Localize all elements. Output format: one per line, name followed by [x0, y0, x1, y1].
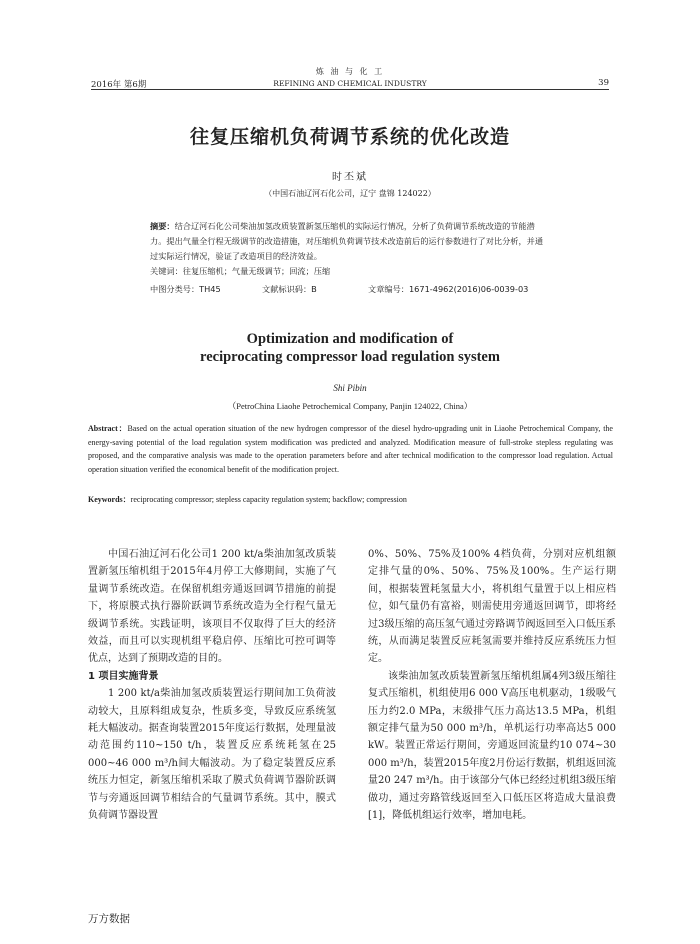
abstract-text: 结合辽河石化公司柴油加氢改质装置新氢压缩机的实际运行情况，分析了负荷调节系统改造的节能潜力。提出气量全行程无级调节的改造措施，对压缩机负荷调节技术改造前后的运行参数进行了对比分析，并通过实际运行情况，验证了改造项目的经济效益。: [150, 221, 544, 261]
title-en-line1: Optimization and modification of: [246, 331, 454, 347]
section-heading: 1 项目实施背景: [88, 670, 159, 682]
title-en-line2: reciprocating compressor load regulation system: [200, 349, 500, 365]
abstract-cn: [150, 219, 550, 264]
page-number: 39: [598, 78, 609, 88]
journal-name-cn: 炼 油 与 化 工: [315, 67, 385, 76]
keywords-text: 往复压缩机；气量无级调节；回流；压缩: [182, 266, 331, 276]
keywords-cn: [150, 266, 550, 277]
author-affiliation-en: （PetroChina Liaohe Petrochemical Company, Panjin 124022, China）: [227, 401, 473, 411]
author-name-en: Shi Pibin: [333, 383, 367, 393]
header-divider: [91, 89, 609, 90]
page-title: 往复压缩机负荷调节系统的优化改造: [189, 126, 510, 148]
abstract-label: 摘要：: [150, 221, 175, 231]
journal-header: [0, 66, 700, 90]
clc-number: 中图分类号：TH45: [150, 284, 221, 294]
title-en: [0, 330, 700, 366]
body-paragraph: 0%、50%、75%及100% 4档负荷，分别对应机组额定排气量的0%、50%、75%及100%。生产运行期间，根据装置耗氢量大小，将机组气量置于以上相应档位，如气量仍有富裕，则需使用旁通返回调节，即将经过3级压缩的高压氢气通过旁路调节阀返回至入口低压系统，从而满足装置反应耗氢需要并维持反应系统压力恒定。: [368, 549, 616, 665]
body-paragraph: 1 200 kt/a柴油加氢改质装置运行期间加工负荷波动较大，且原料组成复杂，性质多变，导致反应系统氢耗大幅波动。据查询装置2015年度运行数据，处理量波动范围约110~150 t/h，装置反应系统耗氢在25 000~46 000 m³/h间大幅波动。为了稳定装置反应系统压力恒定，新氢压缩机采取了膜式负荷调节器阶跃调节与旁通返回调节相结合的气量调节系统。其中，膜式负荷调节器设置: [88, 688, 336, 822]
abstract-en-label: Abstract：: [88, 424, 128, 433]
author-name: 时丕斌: [332, 172, 368, 183]
body-paragraph: 该柴油加氢改质装置新氢压缩机组属4列3级压缩往复式压缩机，机组使用6 000 V高压电机驱动，1级吸气压力约2.0 MPa，末级排气压力高达13.5 MPa，机组额定排气量为50 000 m³/h，单机运行功率高达5 000 kW。装置正常运行期间，旁通返回流量约10 074~30 000 m³/h，装置2015年度2月份运行数据，机组返回流量20 247 m³/h。由于该部分气体已经经过机组3级压缩做功，通过旁路管线返回至入口低压区将造成大量浪费[1]，降低机组运行效率，增加电耗。: [368, 670, 616, 822]
footer-watermark: 万方数据: [88, 913, 130, 925]
body-column-right: [368, 546, 616, 825]
abstract-en-text: Based on the actual operation situation of the new hydrogen compressor of the diesel hydro-upgrading unit in Liaohe Petrochemical Company, the energy-saving potential of the load regulation system modification was predicted and analyzed. Modification measure of full-stroke stepless regulating was proposed, and the comparative analysis was made to the operation parameters before and after technical modification to the compressor load regulation. Actual operation situation verified the economical benefit of the modification project.: [88, 424, 613, 474]
article-number: 文章编号：1671-4962(2016)06-0039-03: [368, 284, 529, 294]
keywords-en-label: Keywords：: [88, 495, 131, 504]
abstract-en: [88, 422, 613, 476]
doc-code: 文献标识码：B: [262, 284, 317, 294]
journal-name-en: REFINING AND CHEMICAL INDUSTRY: [273, 79, 427, 88]
body-paragraph: 中国石油辽河石化公司1 200 kt/a柴油加氢改质装置新氢压缩机组于2015年4月停工大修期间，实施了气量调节系统改造。在保留机组旁通返回调节措施的前提下，将原膜式执行器阶跃调节系统改造为全行程气量无级调节系统。实践证明，该项目不仅取得了巨大的经济效益，而且可以实现机组平稳启停、压缩比可控可调等优点，达到了预期改造的目的。: [88, 549, 336, 665]
body-column-left: [88, 546, 336, 825]
author-affiliation: （中国石油辽河石化公司，辽宁 盘锦 124022）: [264, 189, 436, 198]
keywords-label: 关键词：: [150, 266, 183, 276]
keywords-en-text: reciprocating compressor; stepless capacity regulation system; backflow; compression: [130, 495, 407, 504]
issue-label: 2016年 第6期: [91, 80, 147, 90]
keywords-en: [88, 494, 613, 505]
